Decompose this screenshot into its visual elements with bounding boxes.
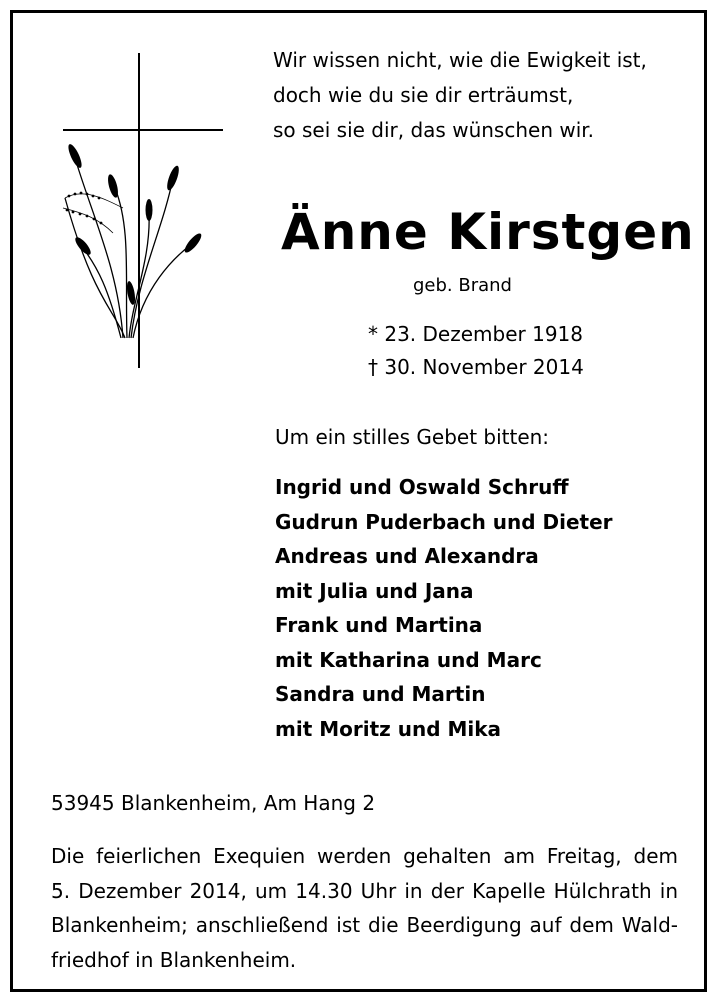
service-line: friedhof in Blankenheim. [51,947,297,972]
mourner-line: mit Moritz und Mika [275,716,502,741]
deceased-name: Änne Kirstgen [281,203,695,261]
funeral-service-notice [51,839,678,977]
poem-line: so sei sie dir, das wünschen wir. [273,118,595,142]
mourner-line: Frank und Martina [275,613,483,637]
poem-line: Wir wissen nicht, wie die Ewigkeit ist, [273,48,647,72]
mourner-line: mit Julia und Jana [275,578,474,603]
mourner-line: Andreas und Alexandra [275,544,539,568]
mourner-line: mit Katharina und Marc [275,647,542,672]
poem-line: doch wie du sie dir erträumst, [273,83,574,107]
mourners-list [275,470,613,746]
family-address: 53945 Blankenheim, Am Hang 2 [51,791,376,815]
death-date: † 30. November 2014 [368,355,584,379]
mourner-line: Ingrid und Oswald Schruff [275,475,569,499]
prayer-request: Um ein stilles Gebet bitten: [275,425,550,449]
service-line: Blankenheim; anschließend ist die Beerdigung auf dem Wald- [51,913,678,937]
mourner-line: Gudrun Puderbach und Dieter [275,509,613,534]
poem [273,43,693,148]
service-line: Die feierlichen Exequien werden gehalten am Freitag, dem [51,844,678,868]
obituary-frame [10,10,707,992]
mourner-line: Sandra und Martin [275,682,486,706]
cross-with-wheat-icon [53,48,243,378]
birth-date: * 23. Dezember 1918 [368,322,583,346]
life-dates [368,318,584,384]
maiden-name: geb. Brand [413,275,512,296]
service-line: 5. Dezember 2014, um 14.30 Uhr in der Kapelle Hülchrath in [51,878,678,903]
